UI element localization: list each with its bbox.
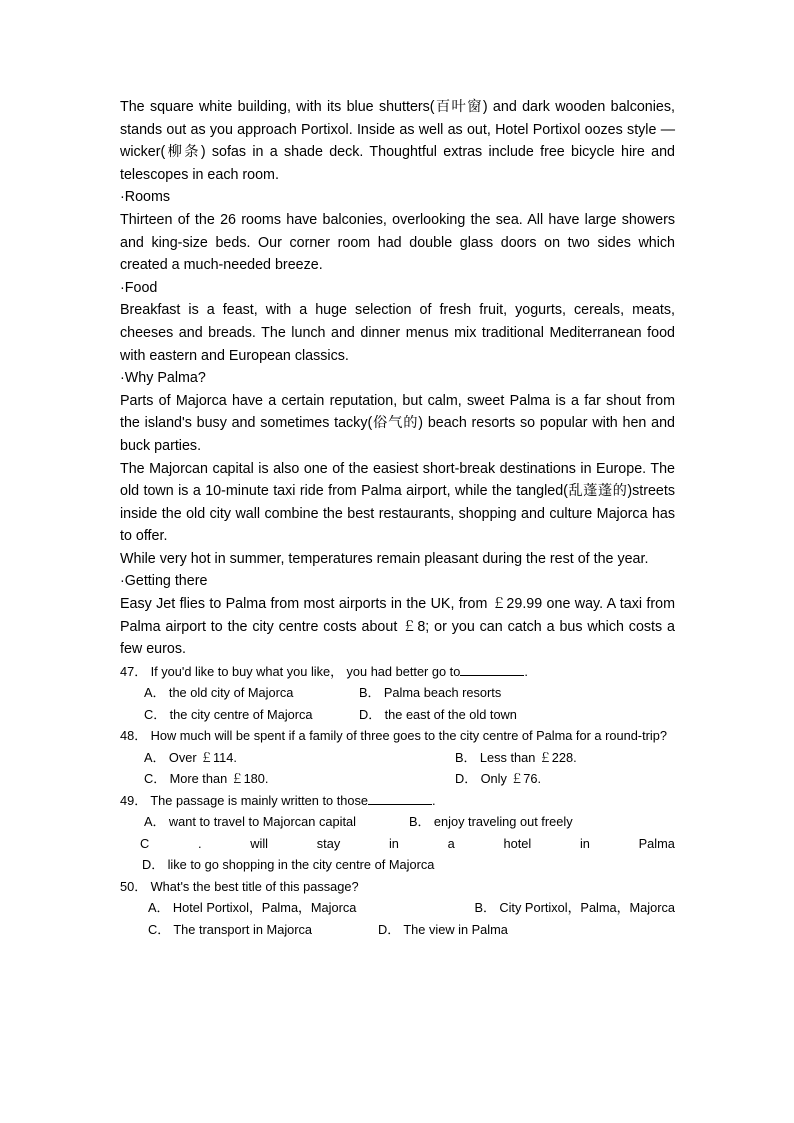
question-49-options-row-1 bbox=[120, 811, 675, 833]
question-50-stem: 50． What's the best title of this passage? bbox=[120, 878, 359, 894]
question-47-options-row-1 bbox=[120, 682, 675, 704]
option: B． enjoy traveling out freely bbox=[409, 814, 573, 830]
option: D． Only ￡76. bbox=[455, 771, 542, 787]
why-palma-paragraph-2: The Majorcan capital is also one of the easiest short-break destinations in Europe. The old town is a 10-minute taxi ride from Palma airport, while the tangled(乱蓬蓬的)streets inside the old city wall combine the best restaurants, shopping and culture Majorca has to offer. bbox=[120, 460, 675, 545]
question-47-options-row-2 bbox=[120, 704, 675, 726]
intro-paragraph: The square white building, with its blue shutters(百叶窗) and dark wooden balconies, stands out as you approach Portixol. Inside as well as out, Hotel Portixol oozes style — wicker(柳条) sofas in a shade deck. Thoughtful extras include free bicycle hire and telescopes in each room. bbox=[120, 99, 675, 183]
option: C． the city centre of Majorca bbox=[144, 706, 313, 722]
why-palma-paragraph-3: While very hot in summer, temperatures remain pleasant during the rest of the year. bbox=[120, 550, 649, 567]
question-47-stem: 47． If you'd like to buy what you like， you had better go to bbox=[120, 663, 461, 679]
answer-blank bbox=[460, 663, 524, 676]
question-50-options-row-2 bbox=[120, 919, 675, 941]
option: A． want to travel to Majorcan capital bbox=[144, 814, 356, 830]
rooms-paragraph: Thirteen of the 26 rooms have balconies, overlooking the sea. All have large showers and king-size beds. Our corner room had double glass doors on two sides which created a much-needed breeze. bbox=[120, 211, 675, 274]
section-heading-rooms: ·Rooms bbox=[120, 189, 171, 206]
answer-blank bbox=[368, 792, 432, 805]
option: D． like to go shopping in the city centre of Majorca bbox=[142, 857, 435, 873]
question-48-stem: 48． How much will be spent if a family of three goes to the city centre of Palma for a round-trip? bbox=[120, 728, 667, 744]
question-49 bbox=[120, 790, 675, 812]
question-47-end: . bbox=[524, 663, 528, 679]
document-page bbox=[120, 96, 675, 940]
question-47 bbox=[120, 661, 675, 683]
option: B． Palma beach resorts bbox=[359, 685, 502, 701]
option: C． The transport in Majorca bbox=[148, 921, 313, 937]
why-palma-paragraph-1: Parts of Majorca have a certain reputation, but calm, sweet Palma is a far shout from the island's busy and sometimes tacky(俗气的) beach resorts so popular with hen and buck parties. bbox=[120, 392, 675, 454]
option: B． Less than ￡228. bbox=[455, 749, 577, 765]
option: A． Over ￡114. bbox=[144, 749, 237, 765]
option: A． the old city of Majorca bbox=[144, 685, 294, 701]
section-heading-getting-there: ·Getting there bbox=[120, 573, 208, 590]
option: B． City Portixol，Palma，Majorca bbox=[474, 900, 675, 916]
question-49-end: . bbox=[432, 792, 436, 808]
section-heading-food: ·Food bbox=[120, 279, 158, 296]
option: D． the east of the old town bbox=[359, 706, 517, 722]
question-49-option-c: C . will stay in a hotel in Palma bbox=[140, 835, 675, 851]
question-49-options-row-3 bbox=[120, 854, 675, 876]
question-50-options-row-1 bbox=[120, 897, 675, 919]
food-paragraph: Breakfast is a feast, with a huge selection of fresh fruit, yogurts, cereals, meats, cheeses and breads. The lunch and dinner menus mix traditional Mediterranean food with eastern and European classics. bbox=[120, 302, 675, 364]
getting-there-paragraph: Easy Jet flies to Palma from most airports in the UK, from ￡29.99 one way. A taxi from Palma airport to the city centre costs about ￡8; or you can catch a bus which costs a few euros. bbox=[120, 596, 675, 658]
question-48-options-row-1 bbox=[120, 747, 675, 769]
question-48-options-row-2 bbox=[120, 768, 675, 790]
option: C． More than ￡180. bbox=[144, 771, 269, 787]
option: A． Hotel Portixol，Palma，Majorca bbox=[148, 900, 357, 916]
option: D． The view in Palma bbox=[378, 921, 508, 937]
section-heading-why-palma: ·Why Palma? bbox=[120, 370, 206, 387]
question-49-stem: 49． The passage is mainly written to those bbox=[120, 792, 369, 808]
